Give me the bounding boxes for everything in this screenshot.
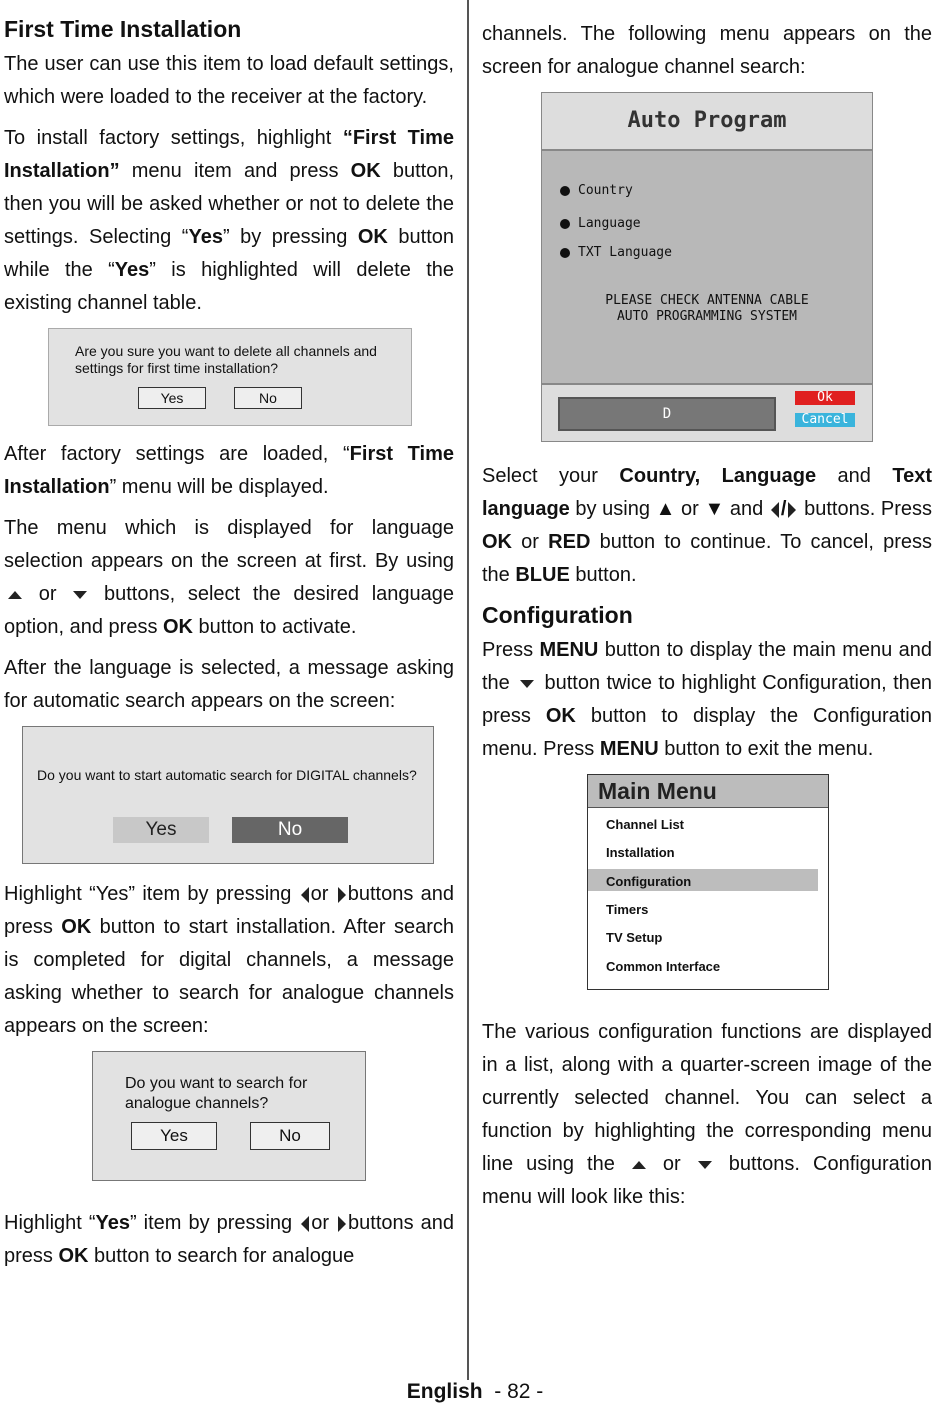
paragraph: Press MENU button to display the main menu and the button twice to highlight Configuration, then press OK button to display the Configuration menu. Press MENU button to exit the menu.	[482, 639, 933, 760]
analogue-search-dialog	[92, 1051, 366, 1181]
digital-search-dialog	[22, 726, 434, 864]
paragraph: To install factory settings, highlight “First Time Installation” menu item and press OK button, then you will be asked whether or not to delete the settings. Selecting “Yes” by pressing OK button while the “Yes” is highlighted will delete the existing channel table.	[4, 127, 455, 314]
paragraph: After factory settings are loaded, “First Time Installation” menu will be displayed.	[4, 443, 454, 498]
paragraph: The various configuration functions are displayed in a list, along with a quarter-screen image of the currently selected channel. You can select a function by highlighting the corresponding menu line using the or buttons. Configuration menu will look like this:	[482, 1021, 932, 1208]
right-arrow-icon	[788, 502, 796, 518]
up-arrow-icon	[632, 1161, 646, 1169]
menu-item-configuration[interactable]: Configuration	[606, 874, 692, 889]
paragraph: The menu which is displayed for language selection appears on the screen at first. By using or buttons, select the desired language option, and press OK button to activate.	[4, 517, 454, 638]
page-footer	[0, 1380, 950, 1404]
menu-item-language[interactable]: Language	[560, 216, 641, 231]
menu-item-tv-setup[interactable]: TV Setup	[606, 930, 663, 945]
no-button[interactable]: No	[234, 387, 302, 409]
menu-item-country[interactable]: Country	[560, 183, 633, 198]
dialog-message: Do you want to search for analogue channels?	[125, 1075, 308, 1112]
left-arrow-icon	[301, 1216, 309, 1232]
bullet-icon	[560, 186, 570, 196]
right-column	[482, 14, 932, 1222]
section-heading-configuration: Configuration	[482, 602, 633, 628]
no-button[interactable]: No	[250, 1122, 330, 1150]
auto-program-screen	[541, 92, 873, 442]
section-heading-first-time-installation: First Time Installation	[4, 16, 242, 42]
menu-item-txt-language[interactable]: TXT Language	[560, 245, 672, 260]
page-number: - 82 -	[494, 1380, 544, 1403]
up-arrow-icon	[8, 591, 22, 599]
down-arrow-icon	[698, 1161, 712, 1169]
menu-item-channel-list[interactable]: Channel List	[606, 817, 685, 832]
up-arrow-icon: ▲	[655, 498, 676, 520]
left-column	[4, 14, 454, 1281]
bullet-icon	[560, 248, 570, 258]
paragraph: Highlight “Yes” item by pressing or buttons and press OK button to start installation. After search is completed for digital channels, a message asking whether to search for analogue channels appears on the screen:	[4, 883, 455, 1037]
paragraph: Select your Country, Language and Text language by using ▲ or ▼ and / buttons. Press OK or RED button to continue. To cancel, press the BLUE button.	[482, 465, 933, 586]
right-arrow-icon	[338, 887, 346, 903]
dialog-message: Do you want to start automatic search for DIGITAL channels?	[37, 767, 417, 783]
auto-program-footer	[541, 384, 873, 442]
menu-item-timers[interactable]: Timers	[606, 902, 649, 917]
down-arrow-icon: ▼	[704, 498, 725, 520]
right-arrow-icon	[338, 1216, 346, 1232]
yes-button[interactable]: Yes	[138, 387, 206, 409]
bullet-icon	[560, 219, 570, 229]
left-arrow-icon	[771, 502, 779, 518]
dialog-message: Are you sure you want to delete all channels and settings for first time installation?	[75, 343, 377, 376]
auto-program-title: Auto Program	[541, 92, 873, 150]
ok-button[interactable]: Ok	[795, 391, 855, 405]
yes-button[interactable]: Yes	[113, 817, 209, 843]
paragraph: The user can use this item to load default settings, which were loaded to the receiver at the factory.	[4, 53, 454, 108]
left-arrow-icon	[301, 887, 309, 903]
down-arrow-icon	[520, 680, 534, 688]
menu-item-common-interface[interactable]: Common Interface	[606, 959, 721, 974]
progress-bar: D	[558, 397, 776, 431]
paragraph: Highlight “Yes” item by pressing or buttons and press OK button to search for analogue	[4, 1212, 455, 1267]
no-button[interactable]: No	[232, 817, 348, 843]
paragraph: After the language is selected, a message asking for automatic search appears on the screen:	[4, 657, 454, 712]
delete-confirm-dialog	[48, 328, 412, 426]
antenna-check-text: PLEASE CHECK ANTENNA CABLE	[605, 293, 809, 308]
main-menu-title: Main Menu	[588, 775, 828, 808]
yes-button[interactable]: Yes	[131, 1122, 217, 1150]
column-divider	[467, 0, 469, 1380]
footer-language: English	[406, 1380, 483, 1403]
main-menu-screen	[587, 774, 829, 990]
down-arrow-icon	[73, 591, 87, 599]
auto-programming-text: AUTO PROGRAMMING SYSTEM	[616, 309, 797, 324]
cancel-button[interactable]: Cancel	[795, 413, 855, 427]
auto-program-body	[541, 150, 873, 384]
paragraph: channels. The following menu appears on the screen for analogue channel search:	[482, 23, 932, 78]
menu-item-installation[interactable]: Installation	[606, 845, 675, 860]
